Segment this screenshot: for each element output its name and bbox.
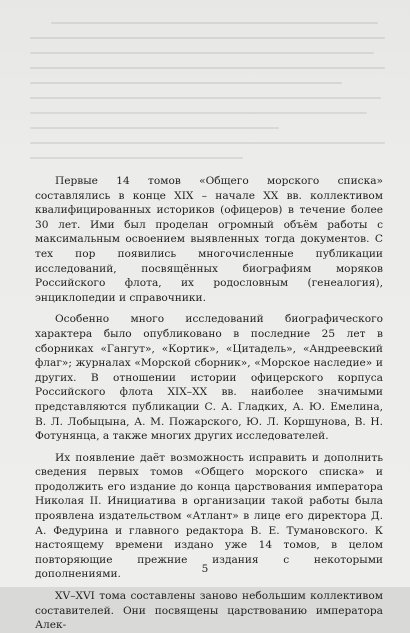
paragraph: Их появление даёт возможность исправить и дополнить сведения первых томов «Общего морского списка» и продолжить его издание до конца царствования императора Николая II. Инициатива в организации такой работы была проявлена издательством «Атлант» в лице его директора Д. А. Федурина и главного редактора В. Е. Тумановского. К настоящему времени издано уже 14 томов, в целом повторяющие прежние издания с некоторыми дополнениями.: [35, 451, 383, 581]
bleed-through-text: [30, 22, 385, 162]
paragraph: Первые 14 томов «Общего морского списка» составлялись в конце XIX – начале XX вв. коллективом квалифицированных историков (офицеров) в течение более 30 лет. Ими был проделан огромный объём работы с максимальным освоением выявленных тогда документов. С тех пор появились многочисленные публикации исследований, посвящённых биографиям моряков Российского флота, их родословным (генеалогия), энциклопедии и справочники.: [35, 175, 383, 304]
paragraph: Особенно много исследований биографического характера было опубликовано в последние 25 лет в сборниках «Гангут», «Кортик», «Цитадель», «Андреевский флаг»; журналах «Морской сборник», «Морское наследие» и других. В отношении истории офицерского корпуса Российского флота XIX–XX вв. наиболее значимыми представляются публикации С. А. Гладких, А. Ю. Емелина, В. Л. Лобыцына, А. М. Пожарского, Ю. Л. Коршунова, В. Н. Фотунянца, а также многих других исследователей.: [35, 313, 383, 443]
page-number: 5: [201, 563, 209, 575]
paragraph: XV–XVI тома составлены заново небольшим коллективом составителей. Они посвящены царствованию императора Алек-: [35, 590, 383, 632]
